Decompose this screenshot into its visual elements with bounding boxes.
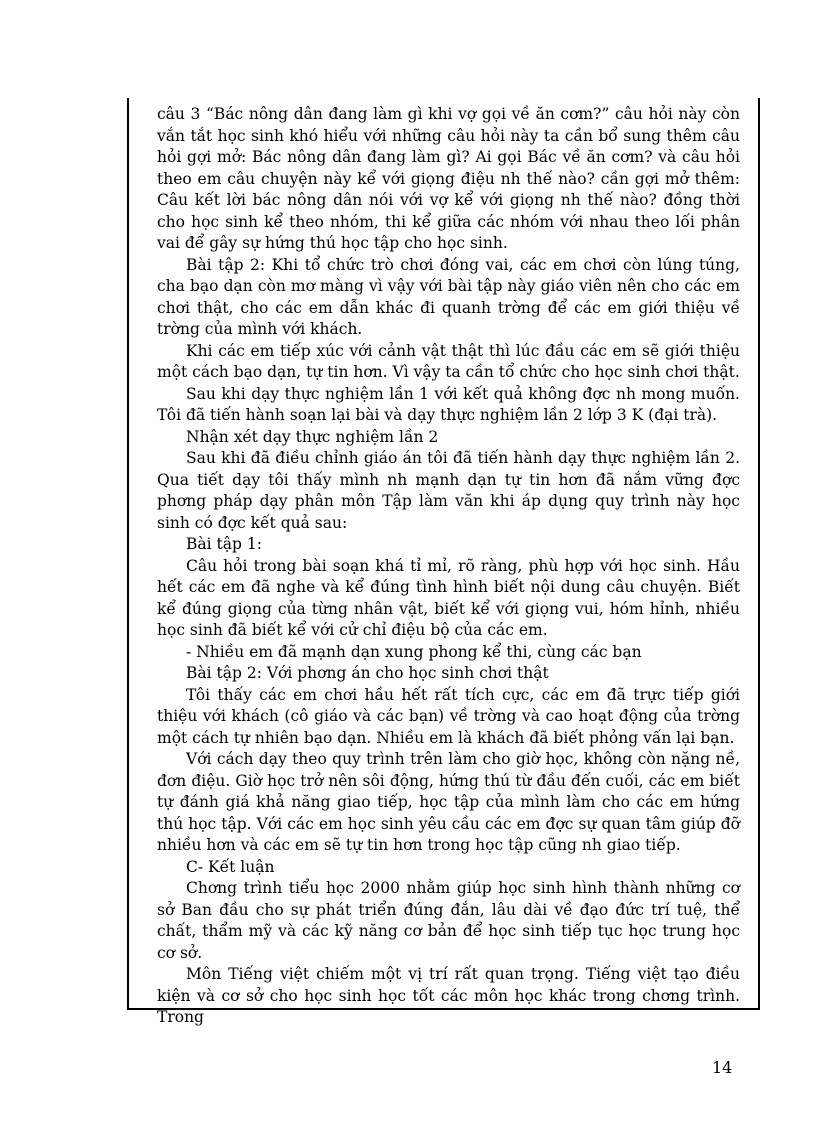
paragraph-11: Tôi thấy các em chơi hầu hết rất tích cực, các em đã trực tiếp giới thiệu với khách (cô giáo và các bạn) về trờng và cao hoạt động của trờng một cách tự nhiên bạo dạn. Nhiều em là khách đã biết phỏng vấn lại bạn.	[157, 685, 740, 747]
paragraph-5: Nhận xét dạy thực nghiệm lần 2	[186, 427, 439, 446]
page-number: 14	[712, 1058, 733, 1077]
paragraph-15: Môn Tiếng việt chiếm một vị trí rất quan trọng. Tiếng việt tạo điều kiện và cơ sở cho học sinh học tốt các môn học khác trong chơng trình. Trong	[157, 965, 740, 1026]
paragraph-1: câu 3 “Bác nông dân đang làm gì khi vợ gọi về ăn cơm?” câu hỏi này còn vắn tắt học sinh khó hiểu với những câu hỏi này ta cần bổ sung thêm câu hỏi gợi mở: Bác nông dân đang làm gì? Ai gọi Bác về ăn cơm? và câu hỏi theo em câu chuyện này kể với giọng điệu nh thế nào? cần gợi mở thêm: Câu kết lời bác nông dân nói với vợ kể với giọng nh thế nào? đồng thời cho học sinh kể theo nhóm, thi kể giữa các nhóm với nhau theo lối phân vai để gây sự hứng thú học tập cho học sinh.	[157, 105, 740, 252]
paragraph-3: Khi các em tiếp xúc với cảnh vật thật thì lúc đầu các em sẽ giới thiệu một cách bạo dạn, tự tin hơn. Vì vậy ta cần tổ chức cho học sinh chơi thật.	[157, 341, 740, 381]
document-body	[157, 104, 740, 1029]
paragraph-9: - Nhiều em đã mạnh dạn xung phong kể thi, cùng các bạn	[186, 642, 642, 661]
paragraph-7: Bài tập 1:	[186, 535, 262, 553]
section-heading-conclusion: C- Kết luận	[186, 857, 275, 876]
paragraph-10: Bài tập 2: Với phơng án cho học sinh chơi thật	[186, 664, 549, 682]
paragraph-14: Chơng trình tiểu học 2000 nhằm giúp học sinh hình thành những cơ sở Ban đầu cho sự phát triển đúng đắn, lâu dài về đạo đức trí tuệ, thể chất, thẩm mỹ và các kỹ năng cơ bản để học sinh tiếp tục học trung học cơ sở.	[157, 879, 740, 962]
paragraph-8: Câu hỏi trong bài soạn khá tỉ mỉ, rõ ràng, phù hợp với học sinh. Hầu hết các em đã nghe và kể đúng tình hình biết nội dung câu chuyện. Biết kể đúng giọng của từng nhân vật, biết kể với giọng vui, hóm hỉnh, nhiều học sinh đã biết kể với cử chỉ điệu bộ của các em.	[157, 556, 740, 639]
paragraph-2: Bài tập 2: Khi tổ chức trò chơi đóng vai, các em chơi còn lúng túng, cha bạo dạn còn mơ màng vì vậy với bài tập này giáo viên nên cho các em chơi thật, cho các em dẫn khác đi quanh trờng để các em giới thiệu về trờng của mình với khách.	[157, 255, 740, 338]
paragraph-12: Với cách dạy theo quy trình trên làm cho giờ học, không còn nặng nề, đơn điệu. Giờ học trở nên sôi động, hứng thú từ đầu đến cuối, các em biết tự đánh giá khả năng giao tiếp, học tập của mình làm cho các em hứng thú học tập. Với các em học sinh yêu cầu các em đợc sự quan tâm giúp đỡ nhiều hơn và các em sẽ tự tin hơn trong học tập cũng nh giao tiếp.	[157, 750, 740, 854]
paragraph-4: Sau khi dạy thực nghiệm lần 1 với kết quả không đợc nh mong muốn. Tôi đã tiến hành soạn lại bài và dạy thực nghiệm lần 2 lớp 3 K (đại trà).	[157, 384, 740, 424]
paragraph-6: Sau khi đã điều chỉnh giáo án tôi đã tiến hành dạy thực nghiệm lần 2. Qua tiết dạy tôi thấy mình nh mạnh dạn tự tin hơn đã nắm vững đợc phơng pháp dạy phân môn Tập làm văn khi áp dụng quy trình này học sinh có đợc kết quả sau:	[157, 449, 740, 532]
